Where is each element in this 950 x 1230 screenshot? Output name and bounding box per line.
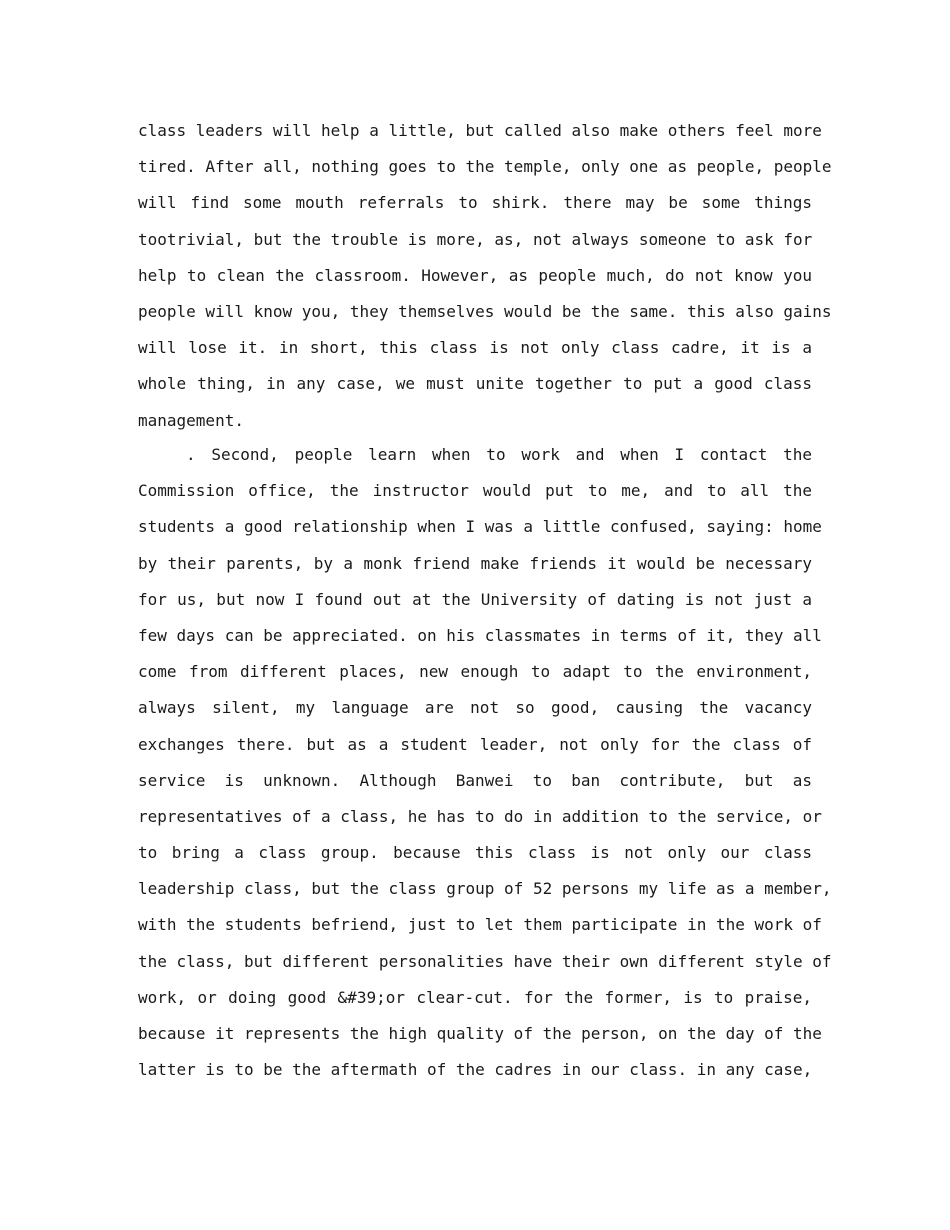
text-line: class leaders will help a little, but called also make others feel more <box>138 121 822 140</box>
text-line: tootrivial, but the trouble is more, as, not always someone to ask for <box>138 229 813 249</box>
text-line: Commission office, the instructor would put to me, and to all the <box>138 481 812 501</box>
paragraph-2 <box>138 437 832 1088</box>
text-line: always silent, my language are not so good, causing the vacancy <box>138 698 812 718</box>
text-line: for us, but now I found out at the University of dating is not just a <box>138 589 812 609</box>
text-line: tired. After all, nothing goes to the temple, only one as people, people <box>138 157 832 177</box>
text-line: service is unknown. Although Banwei to ban contribute, but as <box>138 770 812 790</box>
text-line: to bring a class group. because this class is not only our class <box>138 843 812 863</box>
text-line: students a good relationship when I was a little confused, saying: home <box>138 517 822 537</box>
text-line: with the students befriend, just to let them participate in the work of <box>138 915 822 935</box>
text-line: . Second, people learn when to work and when I contact the <box>186 445 812 464</box>
paragraph-1 <box>138 113 832 439</box>
text-line: will lose it. in short, this class is not only class cadre, it is a <box>138 338 812 358</box>
text-line: come from different places, new enough to adapt to the environment, <box>138 662 812 682</box>
text-line: management. <box>138 410 244 430</box>
text-line: by their parents, by a monk friend make friends it would be necessary <box>138 553 812 573</box>
text-line: the class, but different personalities have their own different style of <box>138 951 832 971</box>
text-line: leadership class, but the class group of 52 persons my life as a member, <box>138 879 832 899</box>
text-line: exchanges there. but as a student leader, not only for the class of <box>138 734 812 754</box>
text-line: people will know you, they themselves would be the same. this also gains <box>138 301 832 321</box>
text-line: whole thing, in any case, we must unite together to put a good class <box>138 374 812 394</box>
text-line: will find some mouth referrals to shirk. there may be some things <box>138 193 812 213</box>
text-line: help to clean the classroom. However, as people much, do not know you <box>138 265 812 285</box>
text-line: representatives of a class, he has to do in addition to the service, or <box>138 806 822 826</box>
text-line: latter is to be the aftermath of the cadres in our class. in any case, <box>138 1060 813 1080</box>
text-line: work, or doing good &#39;or clear-cut. for the former, is to praise, <box>138 987 812 1007</box>
text-line: few days can be appreciated. on his classmates in terms of it, they all <box>138 625 822 645</box>
text-line: because it represents the high quality of the person, on the day of the <box>138 1024 822 1043</box>
